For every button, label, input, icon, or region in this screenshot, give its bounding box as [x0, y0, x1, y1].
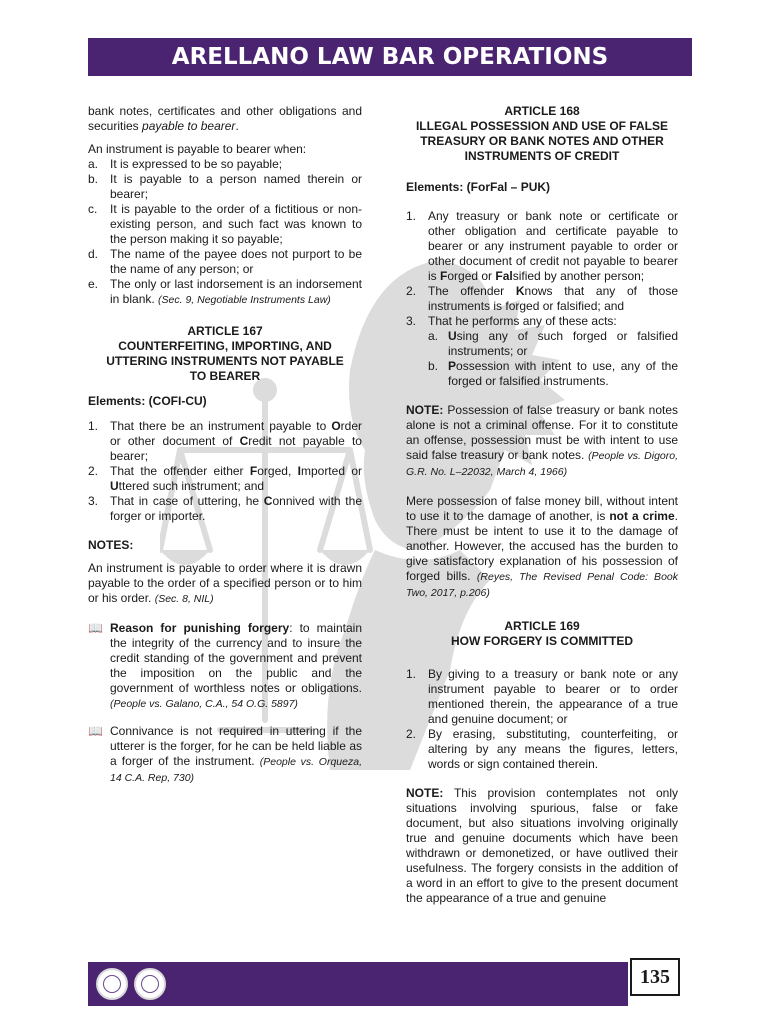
article-number: ARTICLE 168: [504, 104, 580, 118]
item-text: rder or other document of: [110, 419, 362, 448]
item-text: ttered such instrument; and: [118, 479, 265, 493]
list-item: [88, 247, 362, 277]
item-marker: 3.: [406, 314, 417, 328]
note-label: NOTE:: [406, 786, 444, 800]
reason-label: Reason for punishing forgery: [110, 621, 290, 635]
article-title-line: TREASURY OR BANK NOTES AND OTHER: [420, 134, 664, 148]
article-number: ARTICLE 167: [187, 324, 263, 338]
mnemonic-letter: I: [297, 464, 301, 478]
item-text: redit not payable to bearer;: [110, 434, 362, 463]
item-text: orged or: [447, 269, 496, 283]
article-title-line: COUNTERFEITING, IMPORTING, AND: [118, 339, 332, 353]
item-marker: 1.: [406, 667, 417, 681]
item-text: It is expressed to be so payable;: [110, 157, 283, 171]
elements-heading: Elements: (ForFal – PUK): [406, 180, 551, 194]
item-marker: 1.: [88, 419, 99, 433]
item-text: The only or last indorsement is an indorsement in blank.: [110, 277, 362, 306]
intro-text: bank notes, certificates and other obligations and securities: [88, 104, 362, 133]
bearer-list: [88, 157, 362, 308]
art167-elements-list: [88, 419, 362, 524]
item-text: It is payable to the order of a fictitious or non-existing person, and such fact was known to the person making it so payable;: [110, 202, 362, 246]
item-text: By giving to a treasury or bank note or any instrument payable to bearer or to order mentioned therein, the appearance of a true and genuine document; or: [428, 667, 678, 726]
law-school-seal-logo: [134, 968, 166, 1000]
article-title-line: UTTERING INSTRUMENTS NOT PAYABLE: [106, 354, 344, 368]
list-item: [88, 277, 362, 308]
art169-note: [406, 786, 678, 906]
list-item: [406, 209, 678, 284]
connivance-bullet: [88, 724, 362, 786]
item-text: ossession with intent to use, any of the forged or falsified instruments.: [448, 359, 678, 388]
note-text: This provision contemplates not only situations involving spurious, false or fake document, but also situations involving originally true and genuine documents which have been withdrawn or demonetized, or have outlived their usefulness. The forgery consists in the addition of a word in an effort to give to the present document the appearance of a true and genuine: [406, 786, 678, 905]
mnemonic-letter: O: [331, 419, 341, 433]
book-icon: 📖: [88, 621, 103, 635]
sub-list: [428, 329, 678, 389]
mnemonic-letter: F: [440, 269, 448, 283]
emphasis: not a crime: [609, 509, 675, 523]
citation: (People vs. Orqueza, 14 C.A. Rep, 730): [110, 756, 362, 784]
art168-note: [406, 403, 678, 480]
university-seal-logo: [96, 968, 128, 1000]
reason-text: : to maintain the integrity of the currency and to insure the credit standing of the government and prevent the imposition on the public and the government of worthless notes or obligations.: [110, 621, 362, 695]
item-marker: b.: [428, 359, 439, 373]
item-text: It is payable to a person named therein or bearer;: [110, 172, 362, 201]
right-column: [406, 104, 678, 914]
connivance-text: Connivance is not required in uttering if the utterer is the forger, for he can be held liable as a forger of the instrument.: [110, 724, 362, 768]
list-item: [406, 727, 678, 772]
mnemonic-letter: P: [448, 359, 457, 373]
citation: (Sec. 9, Negotiable Instruments Law): [158, 294, 331, 306]
item-marker: c.: [88, 202, 98, 216]
article-title-line: TO BEARER: [189, 369, 261, 383]
note-text: Possession of false treasury or bank notes alone is not a criminal offense. For it to constitute an offense, possession must be with intent to use said false treasury or bank notes.: [406, 403, 678, 462]
list-item: [88, 172, 362, 202]
intro-italic: payable to bearer: [142, 119, 236, 133]
elements-heading: Elements: (COFI-CU): [88, 394, 207, 408]
page-number: 135: [630, 958, 680, 996]
citation: (People vs. Digoro, G.R. No. L–22032, March 4, 1966): [406, 450, 679, 478]
header-title: ARELLANO LAW BAR OPERATIONS COMMISSION 2022: [171, 44, 609, 108]
item-text: sified by another person;: [512, 269, 645, 283]
list-item: [406, 667, 678, 727]
footer-banner: [88, 962, 628, 1006]
article-number: ARTICLE 169: [504, 619, 580, 633]
item-marker: a.: [88, 157, 99, 171]
bearer-lead: An instrument is payable to bearer when:: [88, 142, 307, 156]
item-text: sing any of such forged or falsified instruments; or: [448, 329, 678, 358]
item-text: onnived with the forger or importer.: [110, 494, 362, 523]
list-item: [88, 419, 362, 464]
article-167-heading: [88, 324, 362, 384]
list-item: [88, 157, 362, 172]
mnemonic-letter: C: [263, 494, 273, 508]
mnemonic-letter: K: [515, 284, 525, 298]
paragraph-text: . There must be intent to use it to the damage of another. However, the accused has the burden to give satisfactory explanation of his possession of forged bills.: [406, 509, 678, 583]
note-label: NOTE:: [406, 403, 444, 417]
item-marker: 1.: [406, 209, 417, 223]
item-text: That there be an instrument payable to: [110, 419, 332, 433]
mnemonic-letter: U: [448, 329, 457, 343]
item-marker: 2.: [406, 727, 417, 741]
paragraph-text: Mere possession of false money bill, without intent to use it to the damage of another, is: [406, 494, 678, 523]
article-title-line: HOW FORGERY IS COMMITTED: [451, 634, 633, 648]
item-text: orged,: [257, 464, 298, 478]
reason-bullet: [88, 621, 362, 712]
citation: (Reyes, The Revised Penal Code: Book Two, 2017, p.206): [406, 571, 678, 599]
mnemonic-letter: Fal: [495, 269, 513, 283]
mnemonic-letter: C: [239, 434, 249, 448]
notes-paragraph: [88, 561, 362, 607]
list-item: [88, 464, 362, 494]
article-169-heading: [406, 619, 678, 649]
mnemonic-letter: U: [110, 479, 119, 493]
list-item: [406, 314, 678, 389]
citation: (Sec. 8, NIL): [154, 593, 214, 605]
list-item: [88, 494, 362, 524]
item-text: By erasing, substituting, counterfeiting, or altering by any means the figures, letters, words or sign contained therein.: [428, 727, 678, 771]
intro-end: .: [235, 119, 239, 133]
notes-text: An instrument is payable to order where it is drawn payable to the order of a specified person or to him or his order.: [88, 561, 362, 605]
item-marker: 3.: [88, 494, 99, 508]
item-marker: b.: [88, 172, 99, 186]
item-text: The name of the payee does not purport to be the name of any person; or: [110, 247, 362, 276]
item-text: Any treasury or bank note or certificate or other obligation and certificate payable to bearer or any instrument payable to order or other document of credit not payable to bearer is: [428, 209, 678, 283]
item-text: That the offender either: [110, 464, 250, 478]
book-icon: 📖: [88, 724, 103, 738]
notes-heading: NOTES:: [88, 538, 134, 552]
item-marker: e.: [88, 277, 99, 291]
item-marker: 2.: [406, 284, 417, 298]
item-text: mported or: [300, 464, 363, 478]
header-banner: [88, 38, 692, 108]
sub-list-item: [428, 329, 678, 359]
list-item: [88, 202, 362, 247]
item-marker: a.: [428, 329, 439, 343]
art168-elements-list: [406, 209, 678, 389]
item-text: That he performs any of these acts:: [428, 314, 617, 328]
list-item: [406, 284, 678, 314]
item-text: nows that any of those instruments is forged or falsified; and: [428, 284, 678, 313]
article-title-line: ILLEGAL POSSESSION AND USE OF FALSE: [415, 119, 669, 133]
citation: (People vs. Galano, C.A., 54 O.G. 5897): [110, 698, 298, 710]
mnemonic-letter: F: [249, 464, 258, 478]
mere-possession-paragraph: [406, 494, 678, 601]
item-marker: d.: [88, 247, 99, 261]
item-text: That in case of uttering, he: [110, 494, 264, 508]
intro-paragraph: [88, 104, 362, 134]
item-marker: 2.: [88, 464, 99, 478]
art169-list: [406, 667, 678, 772]
article-title-line: INSTRUMENTS OF CREDIT: [464, 149, 620, 163]
sub-list-item: [428, 359, 678, 389]
item-text: The offender: [428, 284, 516, 298]
article-168-heading: [406, 104, 678, 164]
left-column: [88, 104, 362, 798]
